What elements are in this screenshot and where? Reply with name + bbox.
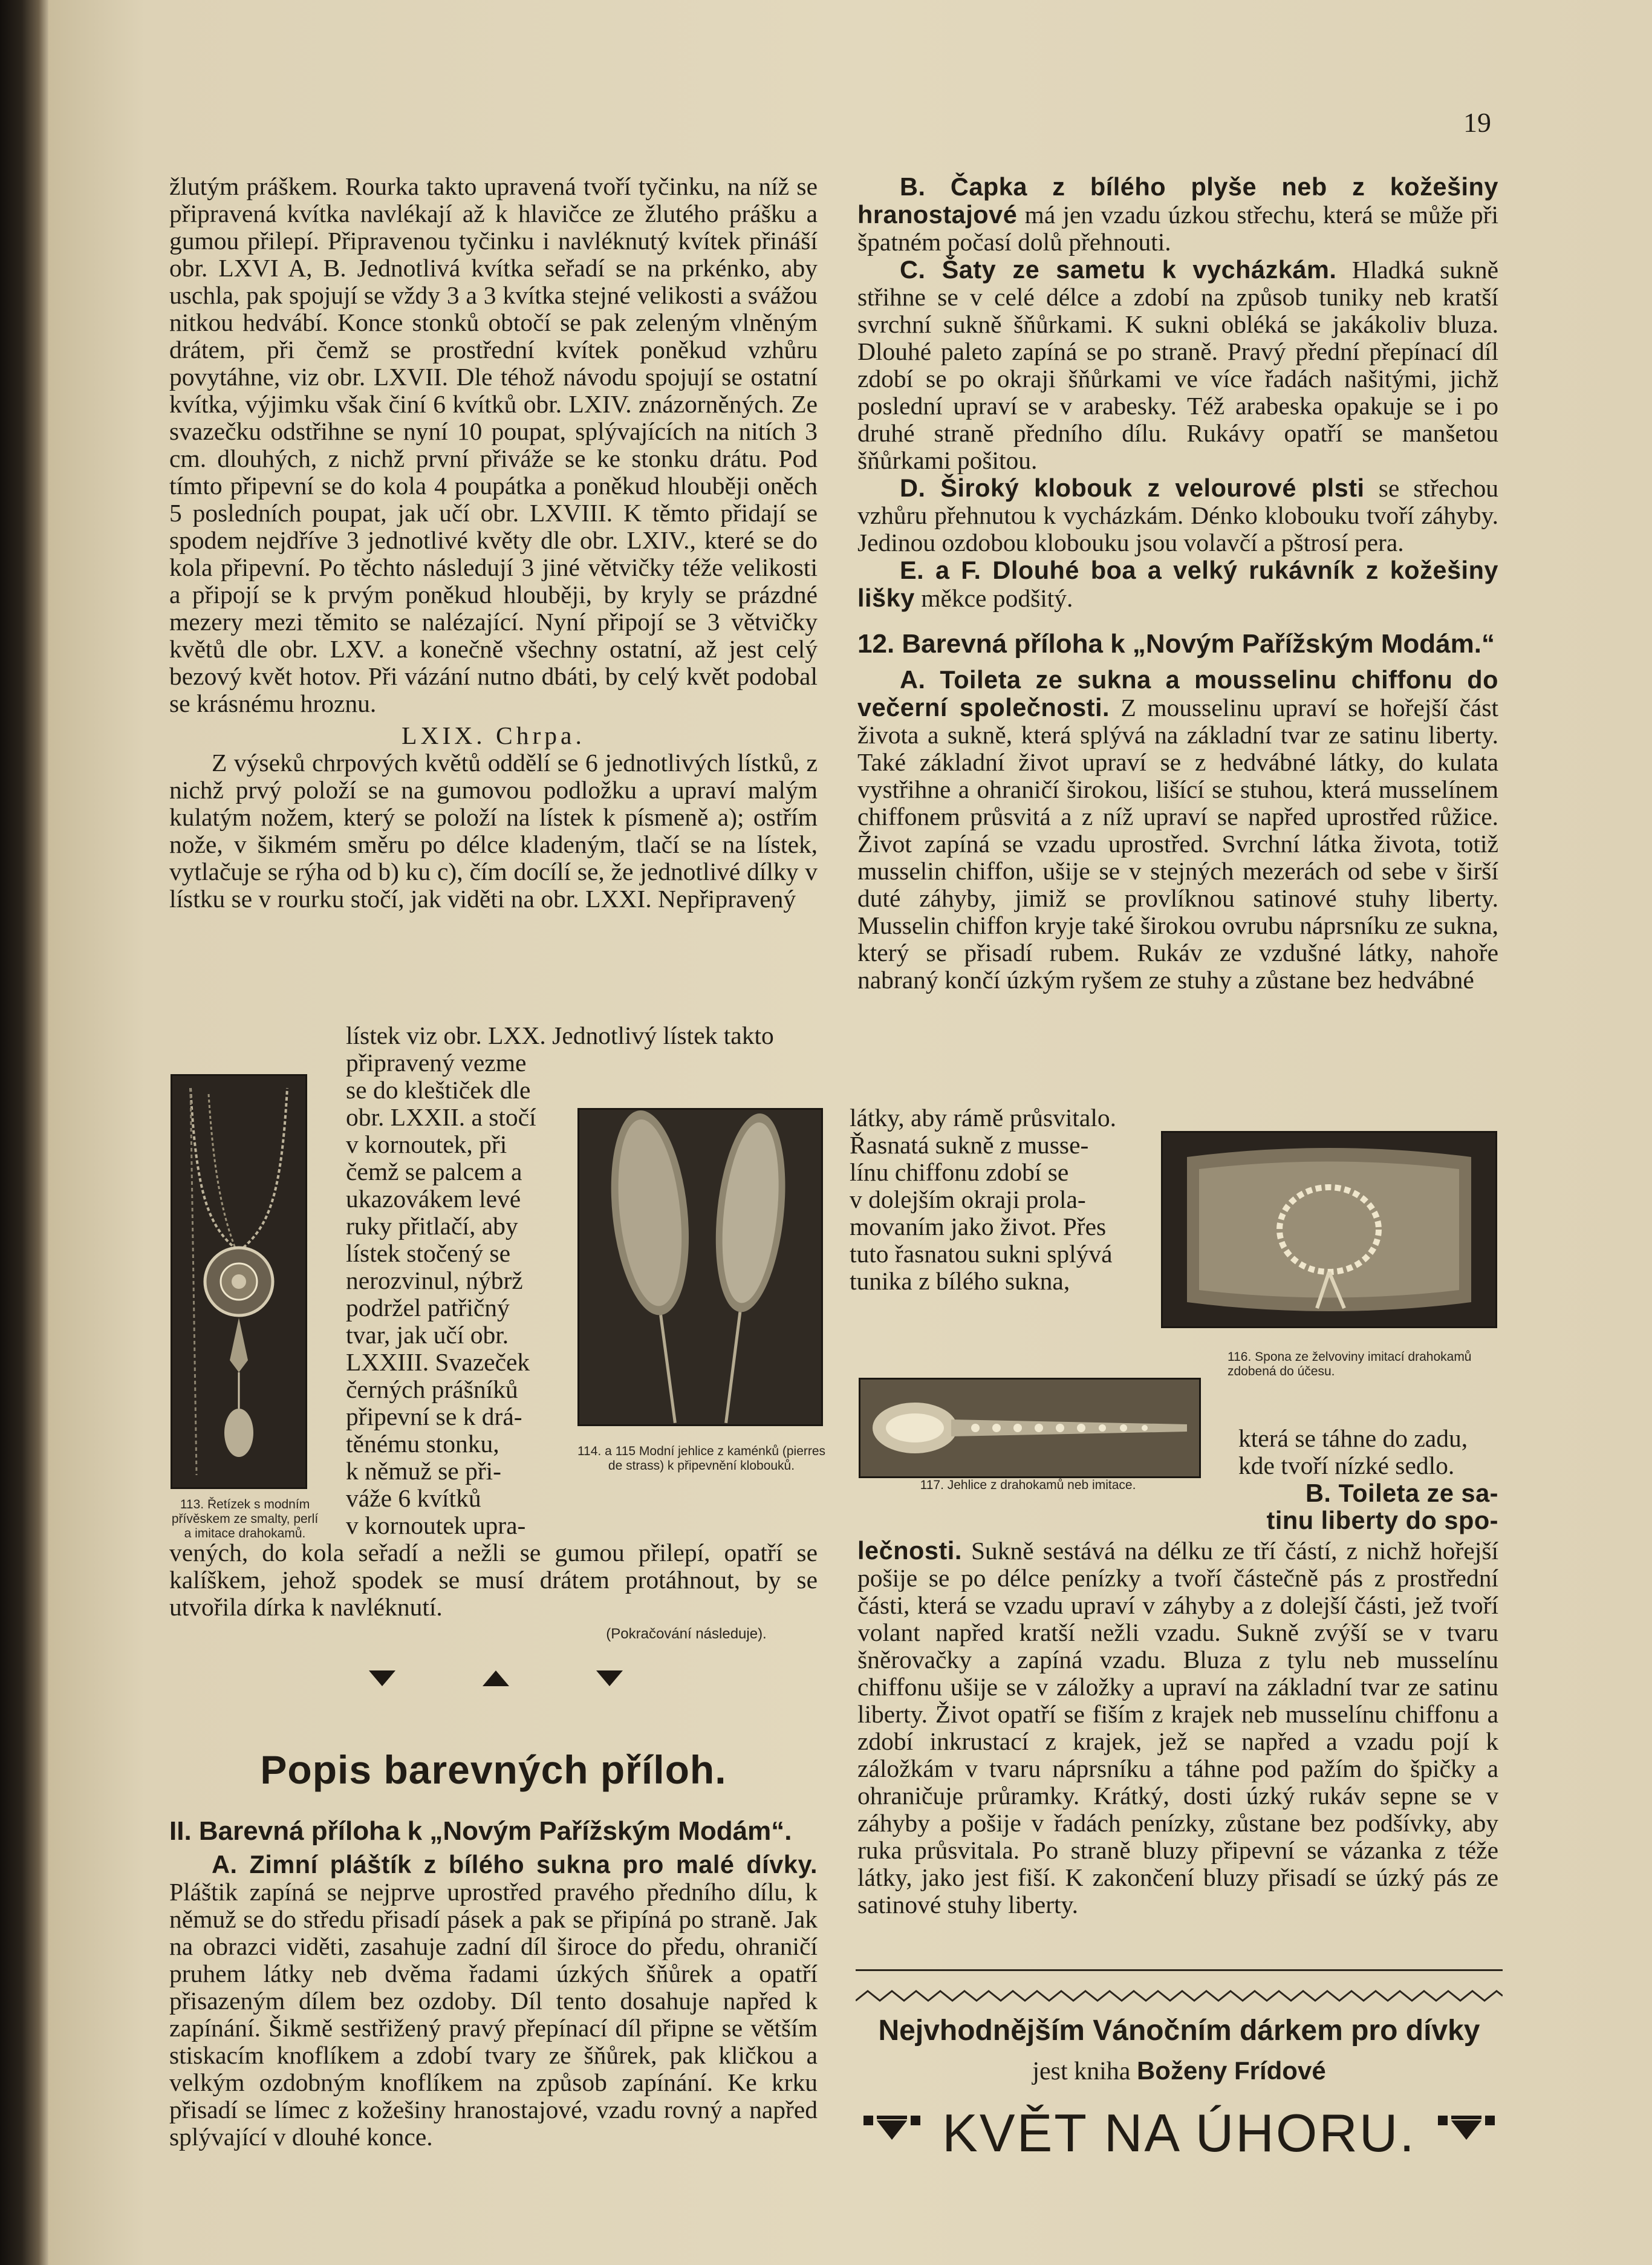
hatpins-illustration [579,1110,821,1424]
text-line: lístek viz obr. LXX. Jednotlivý lístek takto [346,1022,774,1049]
text-line: kde tvoří nízké sedlo. [1238,1452,1455,1479]
text-line: tuto řasnatou sukni splývá [850,1240,1113,1268]
supplement-12-B-text [857,1537,1498,1918]
item-title: B. Čapka z bílého plyše neb z kožešiny hranostajové [857,172,1498,229]
item-title: A. Toileta ze sukna a mousselinu chiffonu do večerní společnosti. [857,665,1498,722]
item-title-line: tinu liberty do spo- [1266,1506,1498,1534]
ad-subline-text: jest kniha [1032,2058,1131,2085]
text-line: ukazovákem levé [346,1185,521,1213]
arrow-up-icon [483,1670,509,1686]
ornament-icon [859,2111,925,2147]
text-line: v kornoutek, při [346,1130,507,1158]
arrow-down-icon [596,1670,623,1686]
text-line: k němuž se při- [346,1457,501,1485]
supplement-11-title: II. Barevná příloha k „Novým Pařížským Modám“. [169,1816,792,1846]
item-title-lines [1238,1479,1498,1534]
text-line: tunika z bílého sukna, [850,1267,1070,1295]
right-column [857,173,1498,994]
text-line: která se táhne do zadu, [1238,1424,1468,1452]
item-text: měkce podšitý. [921,584,1073,612]
hairpin-illustration [860,1380,1199,1476]
item-title-line: B. Toileta ze sa- [1305,1479,1498,1507]
text-line: tvar, jak učí obr. [346,1321,509,1349]
paragraph: Z výseků chrpových květů oddělí se 6 jednotlivých lístků, z nichž prvý položí se na gumovou podložku a upraví malým kulatým nožem, který se položí na lístek k písmeně a); ostřím nože, v šikmém směru po délce kladeným, tlačí se na lístek, vytlačuje se rýha od b) ku c), čím docílí se, že jednotlivé dílky v lístku se v rourku stočí, jak viděti na obr. LXXI. Nepřipravený [169,749,818,913]
text-line: váže 6 kvítků [346,1484,481,1512]
text-line: nerozvinul, nýbrž [346,1266,523,1294]
figure-117-jeweled-hairpin [859,1378,1201,1478]
text-line: se do kleštiček dle [346,1076,531,1104]
item-title: A. Zimní pláštík z bílého sukna pro malé dívky. [212,1850,818,1879]
page-number: 19 [1463,107,1491,138]
supplement-12-title: 12. Barevná příloha k „Novým Pařížským Modám.“ [857,629,1495,659]
ad-author: Boženy Frídové [1136,2056,1326,2085]
book-binding-shadow [0,0,48,2265]
text-line: LXXIII. Svazeček [346,1348,530,1376]
figure-114-115-hatpins [577,1108,823,1426]
item-title: E. a F. Dlouhé boa a velký rukávník z kožešiny lišky [857,556,1498,612]
figure-116-caption: 116. Spona ze želvoviny imitací drahokamů zdobená do účesu. [1228,1350,1472,1378]
section-heading: Popis barevných příloh. [260,1747,727,1792]
figure-117-caption: 117. Jehlice z drahokamů neb imitace. [920,1478,1136,1492]
text-line: obr. LXXII. a stočí [346,1103,536,1131]
text-line: černých prášníků [346,1375,518,1403]
figure-116-tortoiseshell-clasp [1161,1131,1497,1328]
continuation-note: (Pokračování následuje). [606,1626,767,1642]
pendant-illustration [172,1076,305,1487]
ornament-icon [1433,2111,1500,2147]
text-line: línu chiffonu zdobí se [850,1158,1069,1186]
item-text: má jen vzadu úzkou střechu, která se může při špatném počasí dolů přehnouti. [857,201,1498,256]
item-text: se střechou vzhůru přehnutou k vycházkám. Dénko klobouku tvoří záhyby. Jedinou ozdobou klobouku jsou volavčí a pštrosí pera. [857,474,1498,556]
text-line: movaním jako život. Přes [850,1213,1107,1240]
figure-113-pendant-chain [171,1074,307,1489]
figure-113-caption: 113. Řetízek s modním přívěskem ze smalty, perlí a imitace drahokamů. [171,1498,319,1540]
text-line: těnému stonku, [346,1430,499,1458]
item-text: Sukně sestává na délku ze tří částí, z nichž hořejší pošije se po délce penízky a tvoří částečně pás z prostřední části, která se vzadu upraví v záhyby a z dolejší části, jež tvoří volant napřed kratší nežli vzadu. Sukně zvýší se v tvaru šněrovačky a zapíná vzadu. Bluza z tylu neb musselínu chiffonu ušije se v záložky a upraví na základní tvar ze satinu liberty. Život opatří se fiším z krajek neb musselínu chiffonu a zdobí inkrustací z krajek, jež se napřed a vzadu pojí k záložkám v tvaru náprsníku a táhne pod pažím do špičky a ohraničuje průramky. Krátký, dosti úzký rukáv sepne se v záhyby a pošije v řadách penízky, zůstane bez podšívky, aby ruka průsvitala. Po straně bluzy připevní se vázanka z téže látky, jako jest fiší. K zakončení bluzy přisadí se úzký pás ze satinové stuhy liberty. [857,1537,1499,1918]
text-line: v dolejším okraji prola- [850,1185,1086,1213]
item-text: Hladká sukně střihne se v celé délce a zdobí na způsob tuniky neb kratší svrchní sukně šňůrkami. K sukni obléká se jakákoliv bluza. Dlouhé paleto zapíná se po straně. Pravý přední přepínací díl zdobí se po okraji šňůrkami ve více řadách našitými, jichž poslední upraví se v arabesky. Též arabeska opakuje se i po druhé straně předního dílu. Rukávy opatří se manšetou šňůrkami pošitou. [857,256,1499,474]
figure-114-115-caption: 114. a 115 Modní jehlice z kaménků (pierres de strass) k připevnění klobouků. [577,1444,826,1473]
subheading: LXIX. Chrpa. [402,722,585,749]
text-line: připevní se k drá- [346,1403,522,1430]
divider-line [856,1969,1503,1971]
text-line: podržel patřičný [346,1294,510,1322]
text-line: připravený vezme [346,1049,527,1077]
text-line: lístek stočený se [346,1239,510,1267]
text-line: látky, aby rámě průsvitalo. [850,1104,1116,1132]
supplement-11-block [169,1817,818,2151]
text-line: ruky přitlačí, aby [346,1212,518,1240]
wrapped-text [850,1104,1143,1295]
paragraph: vených, do kola seřadí a nežli se gumou přilepí, opatří se kalíškem, jehož spodek se musí drátem protáhnout, by se utvořila dírka k navléknutí. [169,1539,818,1621]
left-column [169,173,818,913]
paragraph: žlutým práškem. Rourka takto upravená tvoří tyčinku, na níž se připravená kvítka navlékají až k hlavičce ze žlutého prášku a gumou přilepí. Připravenou tyčinku i navléknutý kvítek přináší obr. LXVI A, B. Jednotlivá kvítka seřadí se na prkénko, aby uschla, pak spojují se vždy 3 a 3 kvítka stejné velikosti a svážou nitkou hedvábí. Konce stonků obtočí se pak zeleným vlněným drátem, při čemž se prostřední kvítek poněkud vzhůru povytáhne, viz obr. LXVII. Dle téhož návodu spojují se ostatní kvítka, výjimku však činí 6 kvítků obr. LXIV. znázorněných. Ze svazečku odstřihne se nyní 10 poupat, splývajících na nitích 3 cm. dlouhých, z nichž první přiváže se ke stonku drátu. Pod tímto připevní se do kola 4 poupátka a poněkud hlouběji oněch 5 posledních poupat, jak učí obr. LXVIII. K těmto přidají se spodem nejdříve 3 jednotlivé květy dle obr. LXIV., které se do kola připevní. Po těchto následují 3 jiné větvičky téže velikosti a připojí se k prvým poněkud hlouběji, by kryly se prázdné mezery mezi těmito se nalézající. Nyní připojí se 3 větvičky květů dle obr. LXV. a konečně všechny ostatní, až jest celý bezový květ hotov. Při vázání nutno dbáti, by celý květ podobal se krásnému hroznu. [169,172,818,717]
text-line: Řasnatá sukně z musse- [850,1131,1089,1159]
item-text: Z mousselinu upraví se hořejší část života a sukně, která splývá na základní tvar ze satinu liberty. Také základní život upraví se z hedvábné látky, do kulata vystřihne a ohraničí širokou, lišící se stuhou, která musselínem chiffonem průsvitá a z níž upraví se napřed uprostřed růžice. Život zapíná se vzadu uprostřed. Svrchní látka života, totiž musselin chiffon, ušije se v stejných mezerách od sebe v širší duté záhyby, jimiž se provlíknou satinové stuhy liberty. Musselin chiffon kryje také širokou ovrubu náprsníku ze sukna, který se přisadí rubem. Rukáv ze vzdušné látky, nahoře nabraný končí úzkým ryšem ze stuhy a zůstane bez hedvábné [857,694,1499,994]
wrapped-text [1238,1425,1498,1479]
zigzag-ornament [856,1989,1503,2002]
item-title: D. Široký klobouk z velourové plsti [900,474,1365,502]
item-title: lečnosti. [857,1536,962,1565]
text-line: v kornoutek upra- [346,1511,526,1539]
text-line: čemž se palcem a [346,1158,522,1185]
ad-book-title: KVĚT NA ÚHORU. [942,2103,1416,2163]
item-text: Pláštik zapíná se nejprve uprostřed pravého předního dílu, k němuž se do středu přisadí pásek a pak se připíná po straně. Jak na obrazci viděti, zasahuje zadní díl široce do předu, ohraničí pruhem látky neb dvěma řadami úzkých šňůrek a opatří přisazeným dílem bez ozdoby. Díl tento dosahuje napřed k zapínání. Šikmě sestřižený pravý přepínací díl připne se větším stiskacím knoflíkem a zdobí tvary ze šňůrek, pak kličkou a velkým ozdobným knoflíkem na způsob zapínání. Ke krku přisadí se límec z kožešiny hranostajové, vzadu rovný a napřed splývající v dlouhé konce. [169,1878,818,2151]
clasp-illustration [1163,1133,1495,1326]
ad-subline [856,2056,1503,2086]
item-title: C. Šaty ze sametu k vycházkám. [900,255,1337,284]
arrow-down-icon [369,1670,395,1686]
ad-headline: Nejvhodnějším Vánočním dárkem pro dívky [878,2015,1480,2047]
